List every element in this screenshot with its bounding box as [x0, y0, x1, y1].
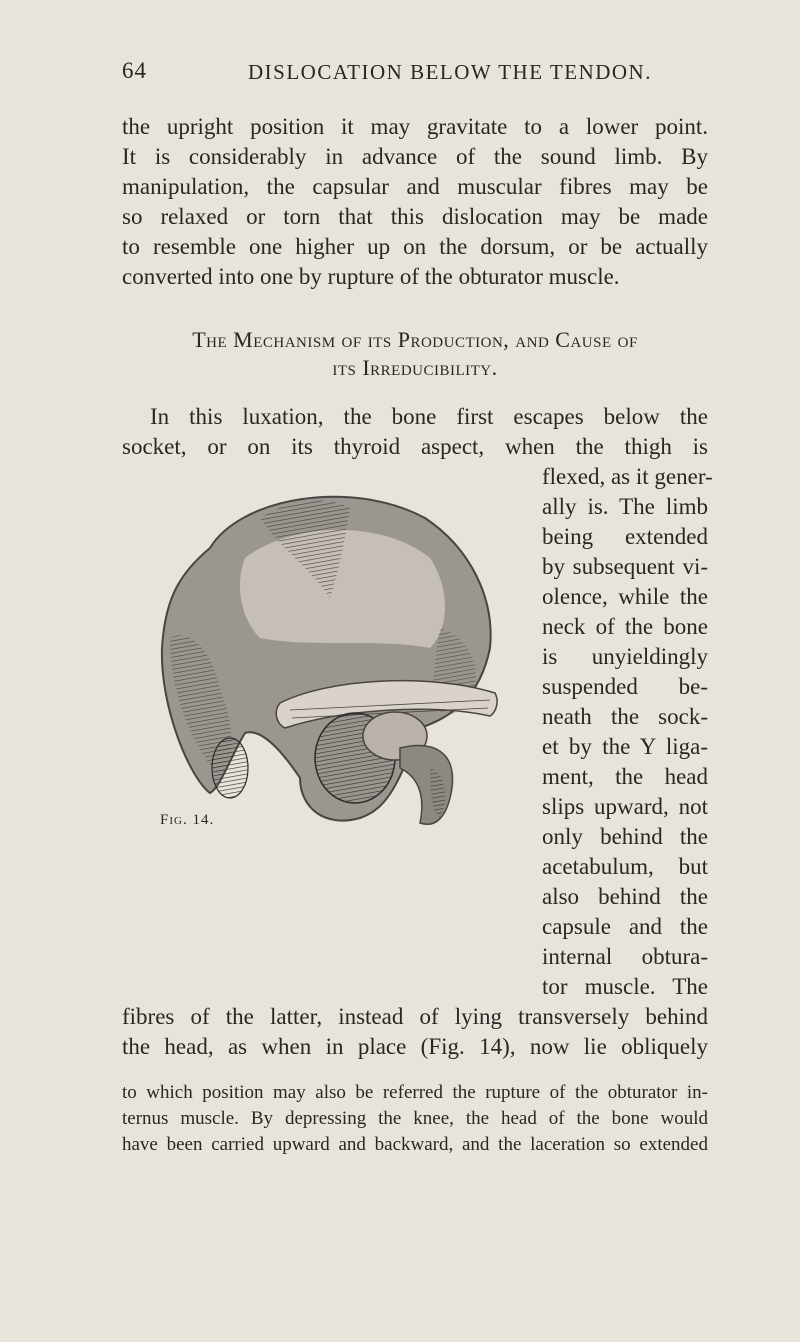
- text-line: by subsequent vi-: [542, 554, 708, 579]
- text-line: flexed, as it gener-: [542, 464, 713, 489]
- text-line: et by the Y liga-: [542, 734, 708, 759]
- section-heading-line-1: The Mechanism of its Production, and Cause of: [192, 327, 638, 352]
- text-line: ally is. The limb: [542, 494, 708, 519]
- text-line: ment, the head: [542, 764, 708, 789]
- ischial-tuberosity: [212, 738, 248, 798]
- text-line: slips upward, not: [542, 794, 708, 819]
- text-line: socket, or on its thyroid aspect, when the thigh is: [122, 434, 708, 459]
- engraving-svg: [150, 478, 545, 833]
- text-line: suspended be-: [542, 674, 708, 699]
- hip-bone-illustration: [150, 478, 545, 833]
- running-title: DISLOCATION BELOW THE TENDON.: [248, 60, 652, 84]
- text-line: to resemble one higher up on the dorsum, or be actually: [122, 234, 708, 259]
- text-line: converted into one by rupture of the obturator muscle.: [122, 264, 620, 289]
- footnote-line: ternus muscle. By depressing the knee, the head of the bone would: [122, 1108, 708, 1129]
- text-line: also behind the: [542, 884, 708, 909]
- text-line: the head, as when in place (Fig. 14), now lie obliquely: [122, 1034, 708, 1059]
- text-line: neck of the bone: [542, 614, 708, 639]
- text-line: manipulation, the capsular and muscular fibres may be: [122, 174, 708, 199]
- text-line: fibres of the latter, instead of lying transversely behind: [122, 1004, 708, 1029]
- text-line: It is considerably in advance of the sound limb. By: [122, 144, 708, 169]
- text-line: acetabulum, but: [542, 854, 708, 879]
- text-line: neath the sock-: [542, 704, 708, 729]
- text-line: so relaxed or torn that this dislocation may be made: [122, 204, 708, 229]
- text-line: being extended: [542, 524, 708, 549]
- text-line: is unyieldingly: [542, 644, 708, 669]
- text-line: capsule and the: [542, 914, 708, 939]
- figure-caption: Fig. 14.: [160, 812, 215, 828]
- text-line: olence, while the: [542, 584, 708, 609]
- text-line: In this luxation, the bone first escapes below the: [150, 404, 708, 429]
- footnote-line: have been carried upward and backward, and the laceration so extended: [122, 1134, 708, 1155]
- ischial-ramus: [400, 745, 453, 824]
- text-line: only behind the: [542, 824, 708, 849]
- section-heading-line-2: its Irreducibility.: [332, 355, 498, 380]
- text-line: the upright position it may gravitate to a lower point.: [122, 114, 708, 139]
- text-line: tor muscle. The: [542, 974, 708, 999]
- text-line: internal obtura-: [542, 944, 708, 969]
- footnote-line: to which position may also be referred the rupture of the obturator in-: [122, 1082, 708, 1103]
- page-number: 64: [122, 58, 147, 83]
